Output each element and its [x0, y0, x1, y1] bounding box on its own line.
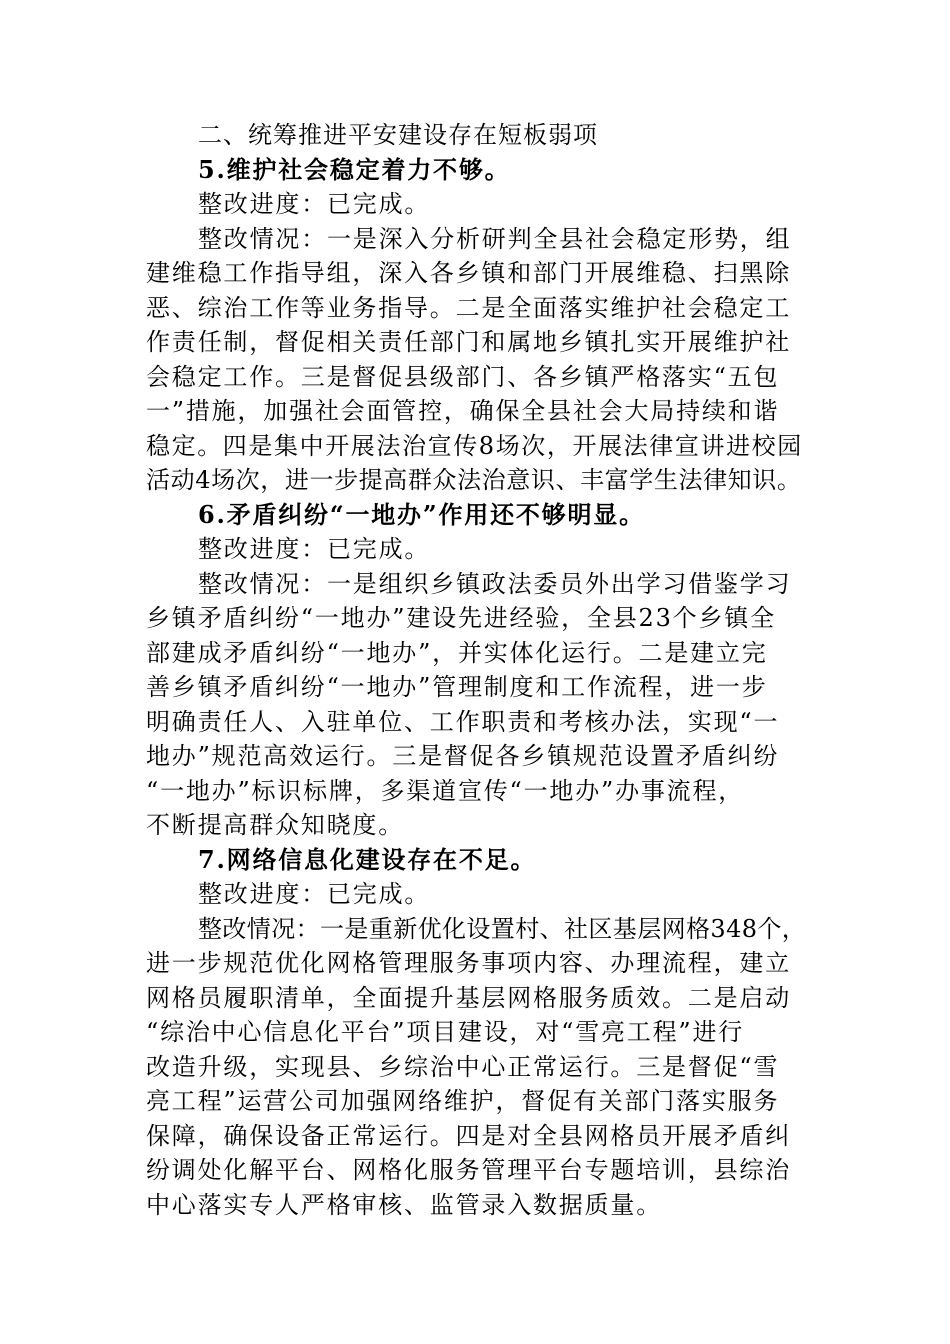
item-status-line: “综治中心信息化平台”项目建设，对“雪亮工程”进行: [146, 1018, 745, 1046]
item-heading: 7.网络信息化建设存在不足。: [198, 844, 537, 874]
item-status-line: 部建成矛盾纠纷“一地办”，并实体化运行。二是建立完: [146, 638, 768, 667]
item-status-line: 建维稳工作指导组，深入各乡镇和部门开展维稳、扫黑除: [146, 259, 791, 287]
item-progress: 整改进度：已完成。: [198, 535, 431, 563]
item-status-line: 中心落实专人严格审核、监管录入数据质量。: [146, 1190, 662, 1219]
item-progress: 整改进度：已完成。: [198, 190, 431, 218]
item-progress: 整改进度：已完成。: [198, 880, 431, 908]
item-status-line: “一地办”标识标牌，多渠道宣传“一地办”办事流程，: [146, 776, 745, 805]
item-status-line: 整改情况：一是重新优化设置村、社区基层网格348个，: [198, 914, 806, 943]
item-heading: 6.矛盾纠纷“一地办”作用还不够明显。: [198, 499, 645, 529]
item-status-line: 一”措施，加强社会面管控，确保全县社会大局持续和谐: [146, 397, 780, 425]
document-body: [146, 118, 806, 1222]
item-status-line: 明确责任人、入驻单位、工作职责和考核办法，实现“一: [146, 707, 780, 736]
item-status-line: 稳定。四是集中开展法治宣传8场次，开展法律宣讲进校园: [146, 431, 803, 460]
item-heading: 5.维护社会稳定着力不够。: [198, 154, 511, 184]
item-status-line: 整改情况：一是组织乡镇政法委员外出学习借鉴学习: [198, 569, 792, 598]
item-status-line: 整改情况：一是深入分析研判全县社会稳定形势，组: [198, 224, 792, 253]
item-status-line: 活动4场次，进一步提高群众法治意识、丰富学生法律知识。: [146, 466, 802, 494]
item-status-line: 善乡镇矛盾纠纷“一地办”管理制度和工作流程，进一步: [146, 673, 768, 701]
item-status-line: 保障，确保设备正常运行。四是对全县网格员开展矛盾纠: [146, 1121, 791, 1150]
section-title: 二、统筹推进平安建设存在短板弱项: [198, 121, 598, 149]
item-status-line: 作责任制，督促相关责任部门和属地乡镇扎实开展维护社: [146, 328, 791, 356]
item-status-line: 恶、综治工作等业务指导。二是全面落实维护社会稳定工: [146, 293, 791, 322]
item-status-line: 乡镇矛盾纠纷“一地办”建设先进经验，全县23个乡镇全: [146, 604, 776, 632]
item-status-line: 地办”规范高效运行。三是督促各乡镇规范设置矛盾纠纷: [146, 742, 780, 770]
item-status-line: 纷调处化解平台、网格化服务管理平台专题培训，县综治: [146, 1156, 791, 1184]
item-status-line: 会稳定工作。三是督促县级部门、各乡镇严格落实“五包: [146, 362, 780, 391]
item-status-line: 改造升级，实现县、乡综治中心正常运行。三是督促“雪: [146, 1052, 780, 1081]
item-status-line: 亮工程”运营公司加强网络维护，督促有关部门落实服务: [146, 1087, 780, 1115]
item-status-line: 网格员履职清单，全面提升基层网格服务质效。二是启动: [146, 983, 791, 1012]
item-status-line: 不断提高群众知晓度。: [146, 811, 404, 839]
item-status-line: 进一步规范优化网格管理服务事项内容、办理流程，建立: [146, 949, 791, 977]
